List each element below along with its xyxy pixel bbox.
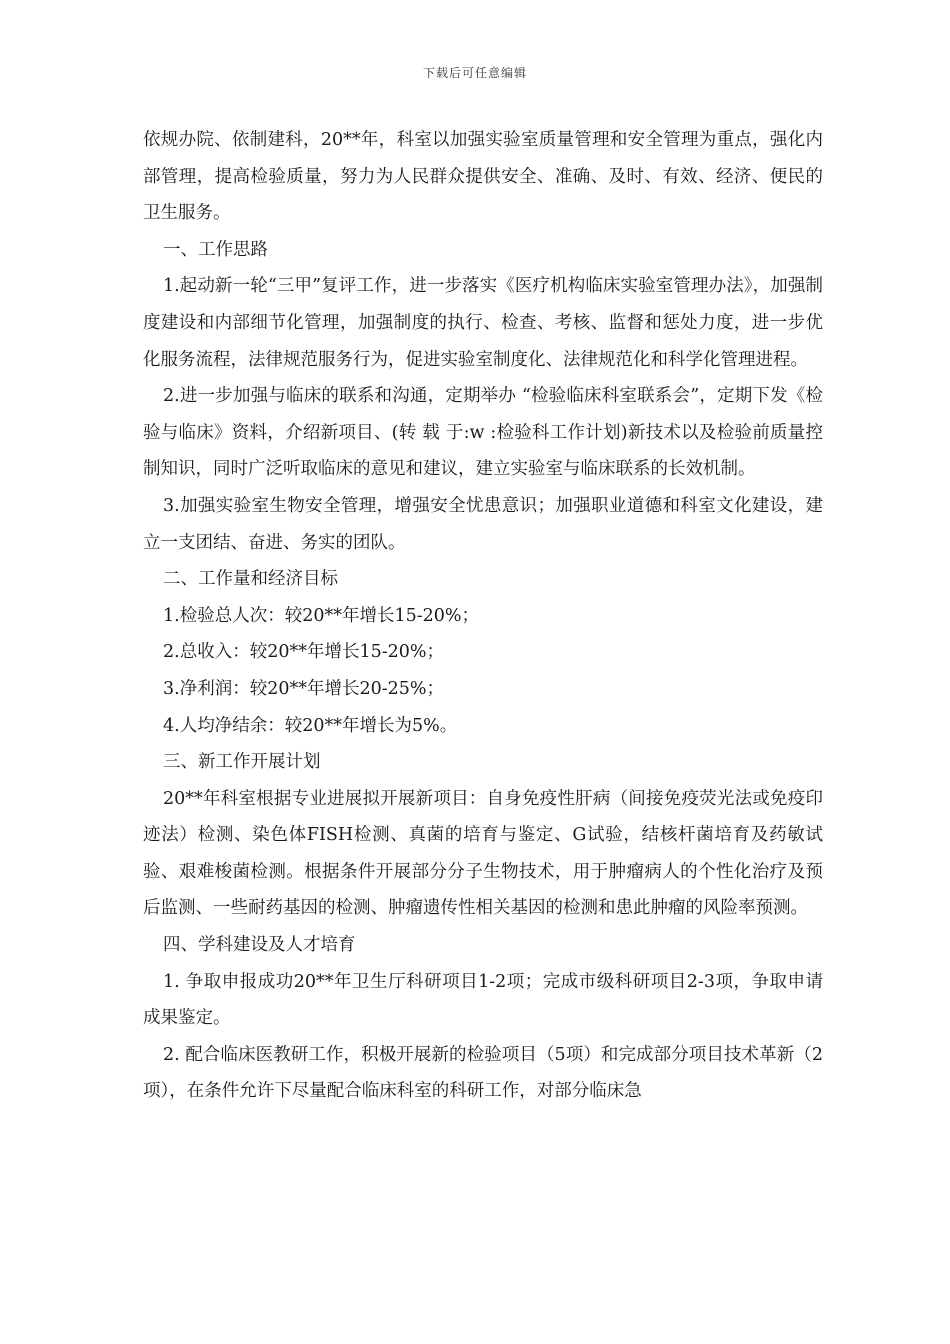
section-heading-1: 一、工作思路 bbox=[163, 239, 268, 260]
paragraph-research-1: 1. 争取申报成功20**年卫生厅科研项目1-2项；完成市级科研项目2-3项，争取申请成果鉴定。 bbox=[143, 971, 823, 1029]
goal-item-2: 2.总收入：较20**年增长15-20%； bbox=[163, 642, 445, 663]
paragraph-new-projects: 20**年科室根据专业进展拟开展新项目：自身免疫性肝病（间接免疫荧光法或免疫印迹法）检测、染色体FISH检测、真菌的培育与鉴定、G试验，结核杆菌培育及药敏试验、艰难梭菌检测。根据条件开展部分分子生物技术，用于肿瘤病人的个性化治疗及预后监测、一些耐药基因的检测、肿瘤遗传性相关基因的检测和患此肿瘤的风险率预测。 bbox=[143, 788, 823, 919]
paragraph-research-2: 2. 配合临床医教研工作，积极开展新的检验项目（5项）和完成部分项目技术革新（2项），在条件允许下尽量配合临床科室的科研工作，对部分临床急 bbox=[143, 1044, 823, 1102]
paragraph-1: 1.起动新一轮“三甲”复评工作，进一步落实《医疗机构临床实验室管理办法》，加强制度建设和内部细节化管理，加强制度的执行、检查、考核、监督和惩处力度，进一步优化服务流程，法律规范服务行为，促进实验室制度化、法律规范化和科学化管理进程。 bbox=[143, 276, 823, 370]
paragraph-2: 2.进一步加强与临床的联系和沟通，定期举办 “检验临床科室联系会”，定期下发《检验与临床》资料，介绍新项目、(转 载 于:w :检验科工作计划)新技术以及检验前质量控制知识，同时广泛听取临床的意见和建议，建立实验室与临床联系的长效机制。 bbox=[143, 386, 823, 480]
goal-item-1: 1.检验总人次：较20**年增长15-20%； bbox=[163, 605, 480, 626]
paragraph-3: 3.加强实验室生物安全管理，增强安全忧患意识；加强职业道德和科室文化建设，建立一支团结、奋进、务实的团队。 bbox=[143, 495, 823, 553]
section-heading-2: 二、工作量和经济目标 bbox=[163, 569, 338, 590]
goal-item-4: 4.人均净结余：较20**年增长为5%。 bbox=[163, 715, 458, 736]
goal-item-3: 3.净利润：较20**年增长20-25%； bbox=[163, 678, 445, 699]
section-heading-4: 四、学科建设及人才培育 bbox=[163, 935, 356, 956]
intro-paragraph: 依规办院、依制建科，20**年，科室以加强实验室质量管理和安全管理为重点，强化内部管理，提高检验质量，努力为人民群众提供安全、准确、及时、有效、经济、便民的卫生服务。 bbox=[143, 130, 823, 224]
section-heading-3: 三、新工作开展计划 bbox=[163, 752, 321, 773]
header-note: 下载后可任意编辑 bbox=[422, 66, 527, 80]
document-body bbox=[143, 122, 823, 1110]
